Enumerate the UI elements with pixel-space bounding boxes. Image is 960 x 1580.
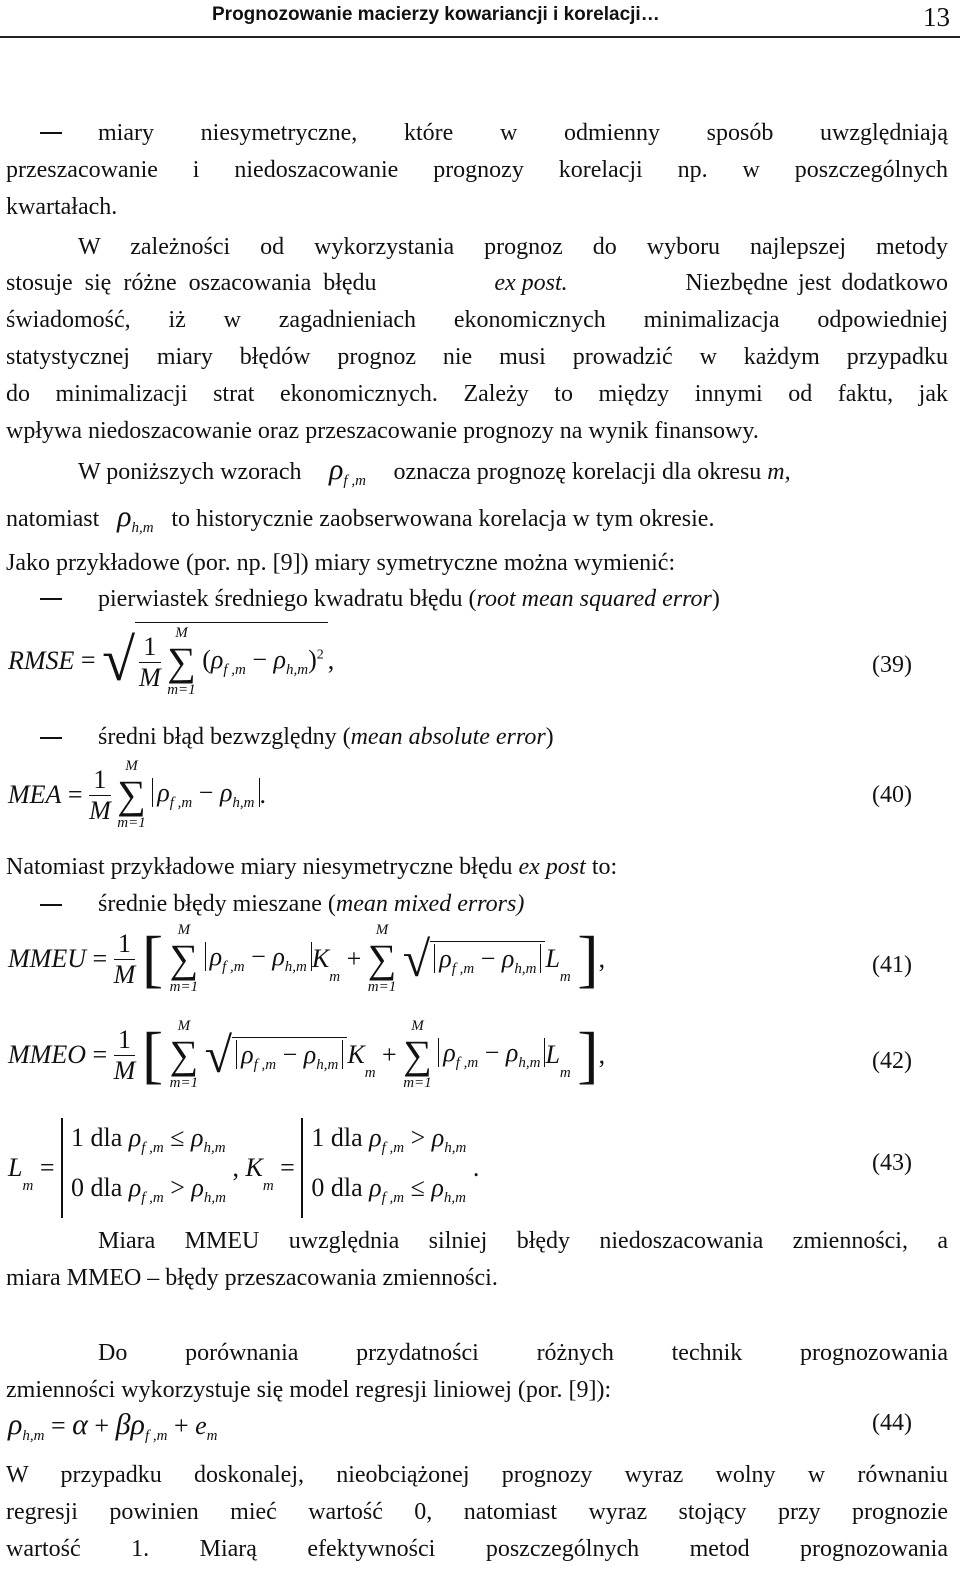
equation-mmeu: [8, 922, 605, 996]
equation-number: (42): [872, 1048, 912, 1074]
subscript: h,m: [203, 1190, 226, 1206]
subscript: f ,m: [223, 661, 246, 678]
case-row: [71, 1118, 226, 1168]
denominator: M: [113, 1055, 136, 1085]
period: .: [259, 780, 267, 809]
plus: +: [94, 1411, 110, 1440]
subscript: h,m: [444, 1140, 467, 1156]
subscript: m: [559, 968, 571, 985]
e-symbol: e: [195, 1411, 207, 1440]
minus: −: [251, 942, 266, 971]
sigma: ∑: [367, 936, 397, 981]
eq-sign: =: [92, 1040, 108, 1069]
body-line: Miara MMEU uwzględnia silniej błędy niedoszacowania zmienności, a: [98, 1228, 948, 1254]
sqrt-sign: √: [204, 1027, 233, 1083]
rho: ρ: [210, 644, 224, 674]
eq-sign: =: [80, 645, 96, 675]
subscript: m: [206, 1428, 218, 1444]
text-run-italic: ex post: [518, 854, 586, 880]
summation: [167, 625, 196, 699]
absolute-value: [205, 942, 312, 975]
subscript: f ,m: [343, 473, 366, 489]
sqrt-body: [135, 622, 328, 699]
text-run: oznacza prognozę korelacji dla okresu: [393, 459, 762, 485]
subscript: m: [559, 1064, 571, 1081]
rho: ρ: [369, 1173, 382, 1202]
body-line: wpływa niedoszacowanie oraz przeszacowanie prognozy na wynik finansowy.: [6, 418, 759, 444]
bracket: [: [141, 1019, 164, 1090]
equation-number: (41): [872, 952, 912, 978]
rho: ρ: [369, 1123, 382, 1152]
rho: ρ: [272, 942, 285, 971]
rho: ρ: [501, 943, 515, 973]
rho: ρ: [117, 500, 132, 533]
L-symbol: L: [8, 1153, 23, 1182]
list-item: [98, 889, 948, 919]
sum-upper: M: [177, 922, 191, 938]
body-line: świadomość, iż w zagadnieniach ekonomicznych minimalizacja odpowiedniej: [6, 307, 948, 333]
bracket: [: [141, 923, 164, 994]
subscript: f ,m: [253, 1056, 277, 1073]
denominator: M: [139, 662, 161, 692]
equation-rmse: [8, 622, 334, 699]
alpha: α: [72, 1408, 88, 1441]
eq-sign: =: [280, 1153, 295, 1182]
sqrt-sign: √: [102, 627, 136, 693]
text-run: pierwiastek średniego kwadratu błędu (: [98, 586, 477, 612]
equation-number: (44): [872, 1410, 912, 1436]
body-line: kwartałach.: [6, 194, 118, 220]
subscript: h,m: [286, 661, 309, 678]
body-line: [78, 455, 948, 496]
minus: −: [198, 778, 214, 807]
body-line: statystycznej miary błędów prognoz nie musi prowadzić w każdym przypadku: [6, 344, 948, 370]
body-line: [6, 502, 948, 543]
text-run: to:: [591, 854, 618, 880]
comma: ,: [598, 1040, 606, 1069]
minus: −: [282, 1039, 298, 1069]
sum-upper: M: [175, 625, 188, 641]
text-run-italic: mean mixed errors): [335, 891, 525, 917]
sum-upper: M: [411, 1018, 424, 1034]
summation: [170, 1018, 199, 1092]
subscript: f ,m: [144, 1428, 168, 1444]
case-label: 0 dla: [70, 1173, 123, 1202]
subscript: h,m: [518, 1055, 541, 1071]
subscript: m: [364, 1064, 376, 1081]
comma: ,: [232, 1153, 239, 1182]
relation: ≤: [410, 1173, 425, 1202]
subscript: f ,m: [381, 1140, 405, 1156]
subscript: m: [22, 1177, 34, 1194]
summation: [403, 1018, 432, 1092]
L-symbol: L: [545, 944, 560, 973]
text-run: W poniższych wzorach: [78, 459, 302, 485]
exponent: 2: [316, 647, 324, 663]
text-run-italic: root mean squared error: [476, 586, 712, 612]
page-number: 13: [923, 2, 950, 32]
fraction: [89, 765, 111, 826]
relation: >: [410, 1123, 426, 1152]
case-label: 0 dla: [311, 1173, 363, 1202]
plus: +: [346, 944, 362, 973]
equation-mmeo: [8, 1018, 605, 1092]
paren: (: [202, 644, 211, 674]
equation-number: (39): [872, 652, 912, 678]
case-row: [71, 1168, 226, 1218]
rho: ρ: [505, 1038, 519, 1067]
denominator: M: [113, 959, 136, 989]
text-run-italic: m,: [767, 459, 791, 485]
rho: ρ: [431, 1123, 445, 1152]
eq-sign: =: [67, 780, 83, 809]
numerator: 1: [114, 929, 136, 960]
eq-sign: =: [39, 1153, 55, 1182]
rho: ρ: [8, 1408, 23, 1441]
rho: ρ: [439, 943, 452, 973]
rho: ρ: [273, 644, 287, 674]
eq-sign: =: [92, 944, 108, 973]
text-run-italic: ex post.: [494, 270, 568, 296]
K-symbol: K: [311, 944, 330, 973]
text-run: Natomiast przykładowe miary niesymetryczne błędu: [6, 854, 513, 880]
absolute-value: [152, 778, 259, 811]
rho: ρ: [241, 1039, 254, 1069]
list-dash: [40, 904, 62, 906]
subscript: h,m: [443, 1190, 466, 1206]
subscript: f ,m: [141, 1140, 164, 1156]
sigma: ∑: [167, 639, 196, 684]
subscript: m: [329, 968, 341, 985]
subscript: f ,m: [381, 1190, 405, 1206]
sigma: ∑: [403, 1032, 432, 1077]
body-line: W zależności od wykorzystania prognoz do wyboru najlepszej metody: [78, 234, 948, 260]
rho: ρ: [209, 942, 223, 971]
fraction: [114, 929, 136, 990]
text-run-italic: mean absolute error: [350, 724, 546, 750]
sum-upper: M: [125, 758, 138, 774]
body-line: [6, 268, 948, 298]
list-item: [98, 584, 948, 614]
subscript: f ,m: [455, 1055, 479, 1071]
equation-number: (40): [872, 782, 912, 808]
minus: −: [484, 1038, 500, 1067]
equation-mea: [8, 758, 266, 832]
rho: ρ: [443, 1038, 456, 1067]
bracket: ]: [577, 1019, 599, 1090]
rho: ρ: [128, 1123, 142, 1152]
summation: [170, 922, 199, 996]
subscript: h,m: [316, 1056, 339, 1073]
numerator: 1: [89, 765, 111, 796]
body-line: do minimalizacji strat ekonomicznych. Zależy to między innymi od faktu, jak: [6, 381, 948, 407]
relation: >: [170, 1173, 185, 1202]
cases-block: [61, 1118, 226, 1218]
body-line: [6, 852, 948, 882]
rho: ρ: [431, 1173, 444, 1202]
equation-regression: [8, 1408, 218, 1445]
sum-lower: m=1: [403, 1075, 432, 1091]
rho: ρ: [157, 778, 170, 807]
text-run: to historycznie zaobserwowana korelacja w tym okresie.: [171, 506, 715, 532]
period: .: [472, 1153, 480, 1182]
absolute-value: [236, 1039, 343, 1073]
sqrt-body: [430, 941, 545, 978]
paren: ): [308, 644, 317, 674]
list-dash: [40, 598, 62, 600]
subscript: m: [262, 1177, 274, 1194]
body-line: przeszacowanie i niedoszacowanie prognozy korelacji np. w poszczególnych: [6, 157, 948, 183]
sigma: ∑: [169, 1032, 199, 1077]
list-dash: [40, 737, 62, 739]
body-line: W przypadku doskonalej, nieobciążonej prognozy wyraz wolny w równaniu: [6, 1462, 948, 1488]
sqrt-sign: √: [402, 931, 431, 987]
fraction: [139, 632, 161, 693]
summation: [368, 922, 397, 996]
numerator: 1: [139, 632, 161, 663]
text-run: ): [711, 586, 720, 612]
case-label: 1 dla: [70, 1123, 123, 1152]
absolute-value: [434, 943, 541, 977]
case-row: [311, 1168, 466, 1218]
case-label: 1 dla: [311, 1123, 363, 1152]
L-symbol: L: [545, 1040, 560, 1069]
K-symbol: K: [245, 1153, 263, 1182]
sum-lower: m=1: [367, 979, 397, 995]
body-line: Jako przykładowe (por. np. [9]) miary symetryczne można wymienić:: [6, 550, 676, 576]
text-run: średnie błędy mieszane (: [98, 891, 336, 917]
minus: −: [252, 644, 268, 674]
numerator: 1: [114, 1025, 136, 1056]
beta: β: [115, 1408, 131, 1441]
rho: ρ: [191, 1123, 204, 1152]
subscript: f ,m: [141, 1190, 164, 1206]
subscript: f ,m: [222, 959, 245, 975]
sigma: ∑: [169, 936, 199, 981]
sum-lower: m=1: [169, 979, 199, 995]
list-dash: [40, 132, 62, 134]
text-run: natomiast: [6, 506, 100, 532]
subscript: h,m: [514, 960, 537, 977]
sigma: ∑: [117, 772, 146, 817]
rho: ρ: [219, 778, 233, 807]
equation-cases: [8, 1118, 479, 1218]
denominator: M: [89, 795, 111, 825]
sum-lower: m=1: [167, 682, 196, 698]
body-line: Do porównania przydatności różnych technik prognozowania: [98, 1340, 948, 1366]
rho: ρ: [128, 1173, 142, 1202]
comma: ,: [327, 645, 335, 675]
eq-lhs: RMSE: [8, 645, 75, 675]
body-line: miara MMEO – błędy przeszacowania zmienności.: [6, 1265, 498, 1291]
subscript: h,m: [203, 1140, 226, 1156]
bracket: ]: [577, 923, 599, 994]
eq-lhs: MEA: [8, 780, 62, 809]
text-run: Niezbędne jest dodatkowo: [685, 270, 948, 296]
sum-lower: m=1: [169, 1075, 199, 1091]
sum-lower: m=1: [117, 815, 146, 831]
fraction: [114, 1025, 136, 1086]
eq-lhs: MMEO: [8, 1040, 86, 1069]
relation: ≤: [170, 1123, 185, 1152]
body-line: regresji powinien mieć wartość 0, natomiast wyraz stojący przy prognozie: [6, 1499, 948, 1525]
subscript: h,m: [284, 959, 307, 975]
text-run: ): [545, 724, 554, 750]
running-header: [0, 0, 960, 38]
plus: +: [382, 1040, 397, 1069]
plus: +: [173, 1411, 189, 1440]
rho: ρ: [303, 1039, 317, 1069]
body-line: zmienności wykorzystuje się model regresji liniowej (por. [9]):: [6, 1377, 612, 1403]
sum-upper: M: [177, 1018, 191, 1034]
eq-lhs: MMEU: [8, 944, 86, 973]
sqrt-body: [232, 1037, 347, 1074]
body-line: miary niesymetryczne, które w odmienny sposób uwzględniają: [98, 120, 948, 146]
subscript: f ,m: [451, 960, 475, 977]
rho-fm-symbol: [307, 455, 387, 496]
subscript: f ,m: [169, 795, 193, 811]
rho: ρ: [191, 1173, 204, 1202]
minus: −: [480, 943, 496, 973]
K-symbol: K: [347, 1040, 365, 1069]
summation: [117, 758, 146, 832]
absolute-value: [438, 1038, 545, 1071]
rho-hm-symbol: [105, 502, 165, 543]
equation-number: (43): [872, 1150, 912, 1176]
subscript: h,m: [232, 795, 255, 811]
text-run: średni błąd bezwzględny (: [98, 724, 351, 750]
subscript: h,m: [131, 520, 154, 536]
comma: ,: [598, 944, 606, 973]
sum-upper: M: [375, 922, 389, 938]
body-line: wartość 1. Miarą efektywności poszczególnych metod prognozowania: [6, 1536, 948, 1562]
case-row: [311, 1118, 466, 1168]
rho: ρ: [130, 1408, 145, 1441]
header-title: Prognozowanie macierzy kowariancji i korelacji…: [212, 4, 660, 25]
eq-sign: =: [51, 1411, 66, 1440]
subscript: h,m: [22, 1428, 45, 1444]
text-run: stosuje się różne oszacowania błędu: [6, 270, 377, 296]
cases-block: [301, 1118, 466, 1218]
list-item: [98, 722, 948, 752]
rho: ρ: [329, 453, 344, 486]
